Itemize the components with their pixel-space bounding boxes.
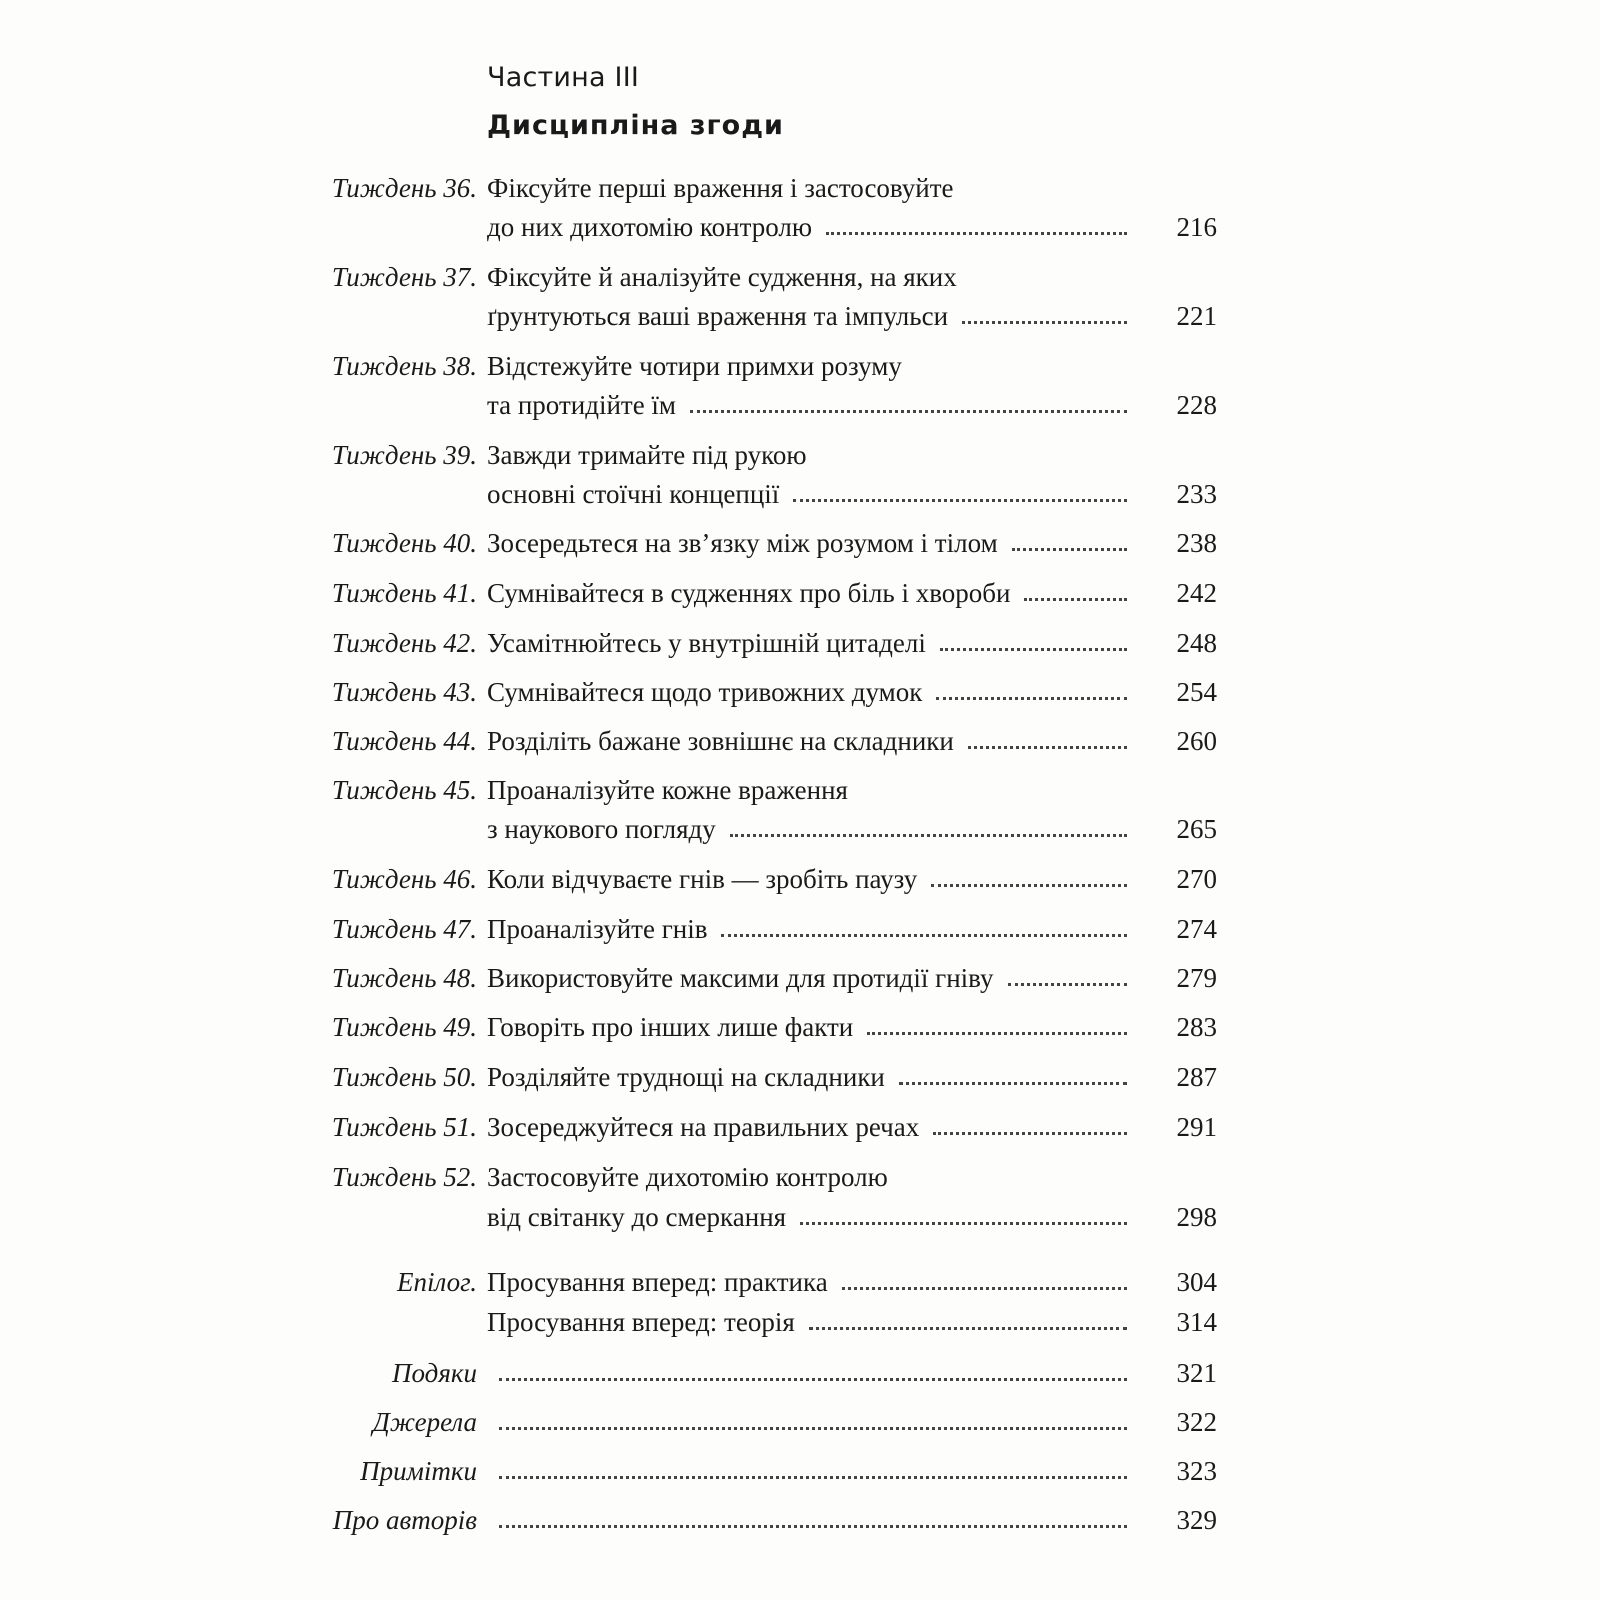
- dot-leader: [968, 746, 1127, 749]
- entry-label: Тиждень 52.: [331, 1162, 477, 1192]
- toc-entry-back-matter[interactable]: [0, 1402, 1600, 1442]
- toc-entry[interactable]: [0, 257, 1600, 297]
- toc-entry[interactable]: [0, 672, 1600, 712]
- page-number: 228: [1176, 390, 1217, 420]
- toc-entry[interactable]: [0, 721, 1600, 761]
- toc-entry-continuation[interactable]: [0, 474, 1600, 514]
- page-number: 291: [1176, 1112, 1217, 1142]
- entry-label: Тиждень 37.: [331, 262, 477, 292]
- entry-title-line: ґрунтуються ваші враження та імпульси: [487, 301, 949, 331]
- dot-leader: [1012, 548, 1127, 551]
- entry-label: Тиждень 48.: [331, 963, 477, 993]
- part-label: Частина III: [487, 62, 640, 93]
- toc-entry-continuation[interactable]: [0, 809, 1600, 849]
- toc-entry[interactable]: [0, 859, 1600, 899]
- dot-leader: [936, 697, 1127, 700]
- page-number: 248: [1176, 628, 1217, 658]
- entry-title-line: Відстежуйте чотири примхи розуму: [487, 351, 902, 381]
- page-number: 329: [1176, 1505, 1217, 1535]
- toc-entry[interactable]: [0, 1007, 1600, 1047]
- entry-label: Тиждень 39.: [331, 440, 477, 470]
- entry-label: Джерела: [372, 1407, 477, 1437]
- page-number: 304: [1176, 1267, 1217, 1297]
- dot-leader: [899, 1082, 1127, 1085]
- entry-title-line: Просування вперед: практика: [487, 1267, 828, 1297]
- dot-leader: [826, 232, 1127, 235]
- entry-title-line: Сумнівайтеся в судженнях про біль і хвороби: [487, 578, 1011, 608]
- entry-label: Тиждень 36.: [331, 173, 477, 203]
- dot-leader: [962, 321, 1127, 324]
- dot-leader: [931, 884, 1127, 887]
- page-number: 221: [1176, 301, 1217, 331]
- toc-entry-continuation[interactable]: [0, 296, 1600, 336]
- dot-leader: [793, 499, 1127, 502]
- entry-label: Тиждень 46.: [331, 864, 477, 894]
- entry-label: Тиждень 41.: [331, 578, 477, 608]
- toc-entry[interactable]: [0, 909, 1600, 949]
- page-number: 283: [1176, 1012, 1217, 1042]
- dot-leader: [690, 410, 1127, 413]
- page-number: 322: [1176, 1407, 1217, 1437]
- entry-title-line: Говоріть про інших лише факти: [487, 1012, 854, 1042]
- page-number: 314: [1176, 1307, 1217, 1337]
- page-number: 216: [1176, 212, 1217, 242]
- entry-label: Про авторів: [332, 1505, 477, 1535]
- entry-label: Тиждень 50.: [331, 1062, 477, 1092]
- entry-title-line: Проаналізуйте гнів: [487, 914, 708, 944]
- entry-label: Тиждень 47.: [331, 914, 477, 944]
- dot-leader: [933, 1132, 1127, 1135]
- toc-entry-back-matter[interactable]: [0, 1451, 1600, 1491]
- page-number: 279: [1176, 963, 1217, 993]
- dot-leader: [940, 648, 1127, 651]
- toc-entry[interactable]: [0, 958, 1600, 998]
- page-number: 274: [1176, 914, 1217, 944]
- entry-label: Примітки: [360, 1456, 477, 1486]
- toc-entry-continuation[interactable]: [0, 385, 1600, 425]
- entry-title-line: Сумнівайтеся щодо тривожних думок: [487, 677, 923, 707]
- entry-title-line: Коли відчуваєте гнів — зробіть паузу: [487, 864, 918, 894]
- dot-leader: [499, 1525, 1127, 1528]
- toc-entry-continuation[interactable]: [0, 1197, 1600, 1237]
- entry-label: Тиждень 45.: [331, 775, 477, 805]
- toc-entry-back-matter[interactable]: [0, 1353, 1600, 1393]
- entry-title-line: Використовуйте максими для протидії гніву: [487, 963, 994, 993]
- toc-entry-epilogue[interactable]: [0, 1262, 1600, 1302]
- entry-label: Епілог.: [396, 1267, 477, 1297]
- entry-label: Тиждень 51.: [331, 1112, 477, 1142]
- entry-title-line: Фіксуйте й аналізуйте судження, на яких: [487, 262, 957, 292]
- dot-leader: [499, 1476, 1127, 1479]
- entry-title-line: Застосовуйте дихотомію контролю: [487, 1162, 888, 1192]
- entry-label: Подяки: [392, 1358, 477, 1388]
- entry-title-line: Завжди тримайте під рукою: [487, 440, 807, 470]
- entry-title-line: та протидійте їм: [487, 390, 677, 420]
- entry-title-line: Розділяйте труднощі на складники: [487, 1062, 885, 1092]
- entry-label: Тиждень 40.: [331, 528, 477, 558]
- dot-leader: [1008, 983, 1127, 986]
- toc-entry[interactable]: [0, 1157, 1600, 1197]
- entry-title-line: Проаналізуйте кожне враження: [487, 775, 848, 805]
- entry-label: Тиждень 43.: [331, 677, 477, 707]
- entry-title-line: Розділіть бажане зовнішнє на складники: [487, 726, 954, 756]
- toc-entry[interactable]: [0, 523, 1600, 563]
- toc-entry[interactable]: [0, 573, 1600, 613]
- dot-leader: [867, 1032, 1127, 1035]
- entry-title-line: Зосереджуйтеся на правильних речах: [487, 1112, 920, 1142]
- page-number: 265: [1176, 814, 1217, 844]
- toc-entry-epilogue[interactable]: [0, 1302, 1600, 1342]
- toc-entry-back-matter[interactable]: [0, 1500, 1600, 1540]
- toc-entry[interactable]: [0, 1057, 1600, 1097]
- toc-entry[interactable]: [0, 623, 1600, 663]
- dot-leader: [800, 1222, 1127, 1225]
- page-number: 242: [1176, 578, 1217, 608]
- entry-title-line: основні стоїчні концепції: [487, 479, 780, 509]
- entry-title-line: до них дихотомію контролю: [487, 212, 812, 242]
- dot-leader: [721, 934, 1127, 937]
- page-number: 254: [1176, 677, 1217, 707]
- toc-entry[interactable]: [0, 346, 1600, 386]
- page-number: 321: [1176, 1358, 1217, 1388]
- entry-title-line: Усамітнюйтесь у внутрішній цитаделі: [487, 628, 926, 658]
- page-number: 238: [1176, 528, 1217, 558]
- page-number: 260: [1176, 726, 1217, 756]
- toc-entry-continuation[interactable]: [0, 207, 1600, 247]
- toc-entry[interactable]: [0, 1107, 1600, 1147]
- entry-title-line: Фіксуйте перші враження і застосовуйте: [487, 173, 954, 203]
- toc-entry[interactable]: [0, 168, 1600, 208]
- dot-leader: [499, 1378, 1127, 1381]
- entry-title-line: Просування вперед: теорія: [487, 1307, 795, 1337]
- entry-title-line: з наукового погляду: [487, 814, 716, 844]
- part-title: Дисципліна згоди: [487, 110, 784, 141]
- page-number: 323: [1176, 1456, 1217, 1486]
- entry-title-line: Зосередьтеся на зв’язку між розумом і тілом: [487, 528, 998, 558]
- entry-label: Тиждень 49.: [331, 1012, 477, 1042]
- dot-leader: [809, 1327, 1127, 1330]
- entry-label: Тиждень 38.: [331, 351, 477, 381]
- dot-leader: [1024, 598, 1127, 601]
- entry-label: Тиждень 42.: [331, 628, 477, 658]
- entry-label: Тиждень 44.: [331, 726, 477, 756]
- dot-leader: [499, 1427, 1127, 1430]
- toc-entry[interactable]: [0, 435, 1600, 475]
- page-number: 298: [1176, 1202, 1217, 1232]
- page-number: 287: [1176, 1062, 1217, 1092]
- toc-entry[interactable]: [0, 770, 1600, 810]
- dot-leader: [842, 1287, 1127, 1290]
- page-number: 270: [1176, 864, 1217, 894]
- dot-leader: [730, 834, 1127, 837]
- page-number: 233: [1176, 479, 1217, 509]
- entry-title-line: від світанку до смеркання: [487, 1202, 787, 1232]
